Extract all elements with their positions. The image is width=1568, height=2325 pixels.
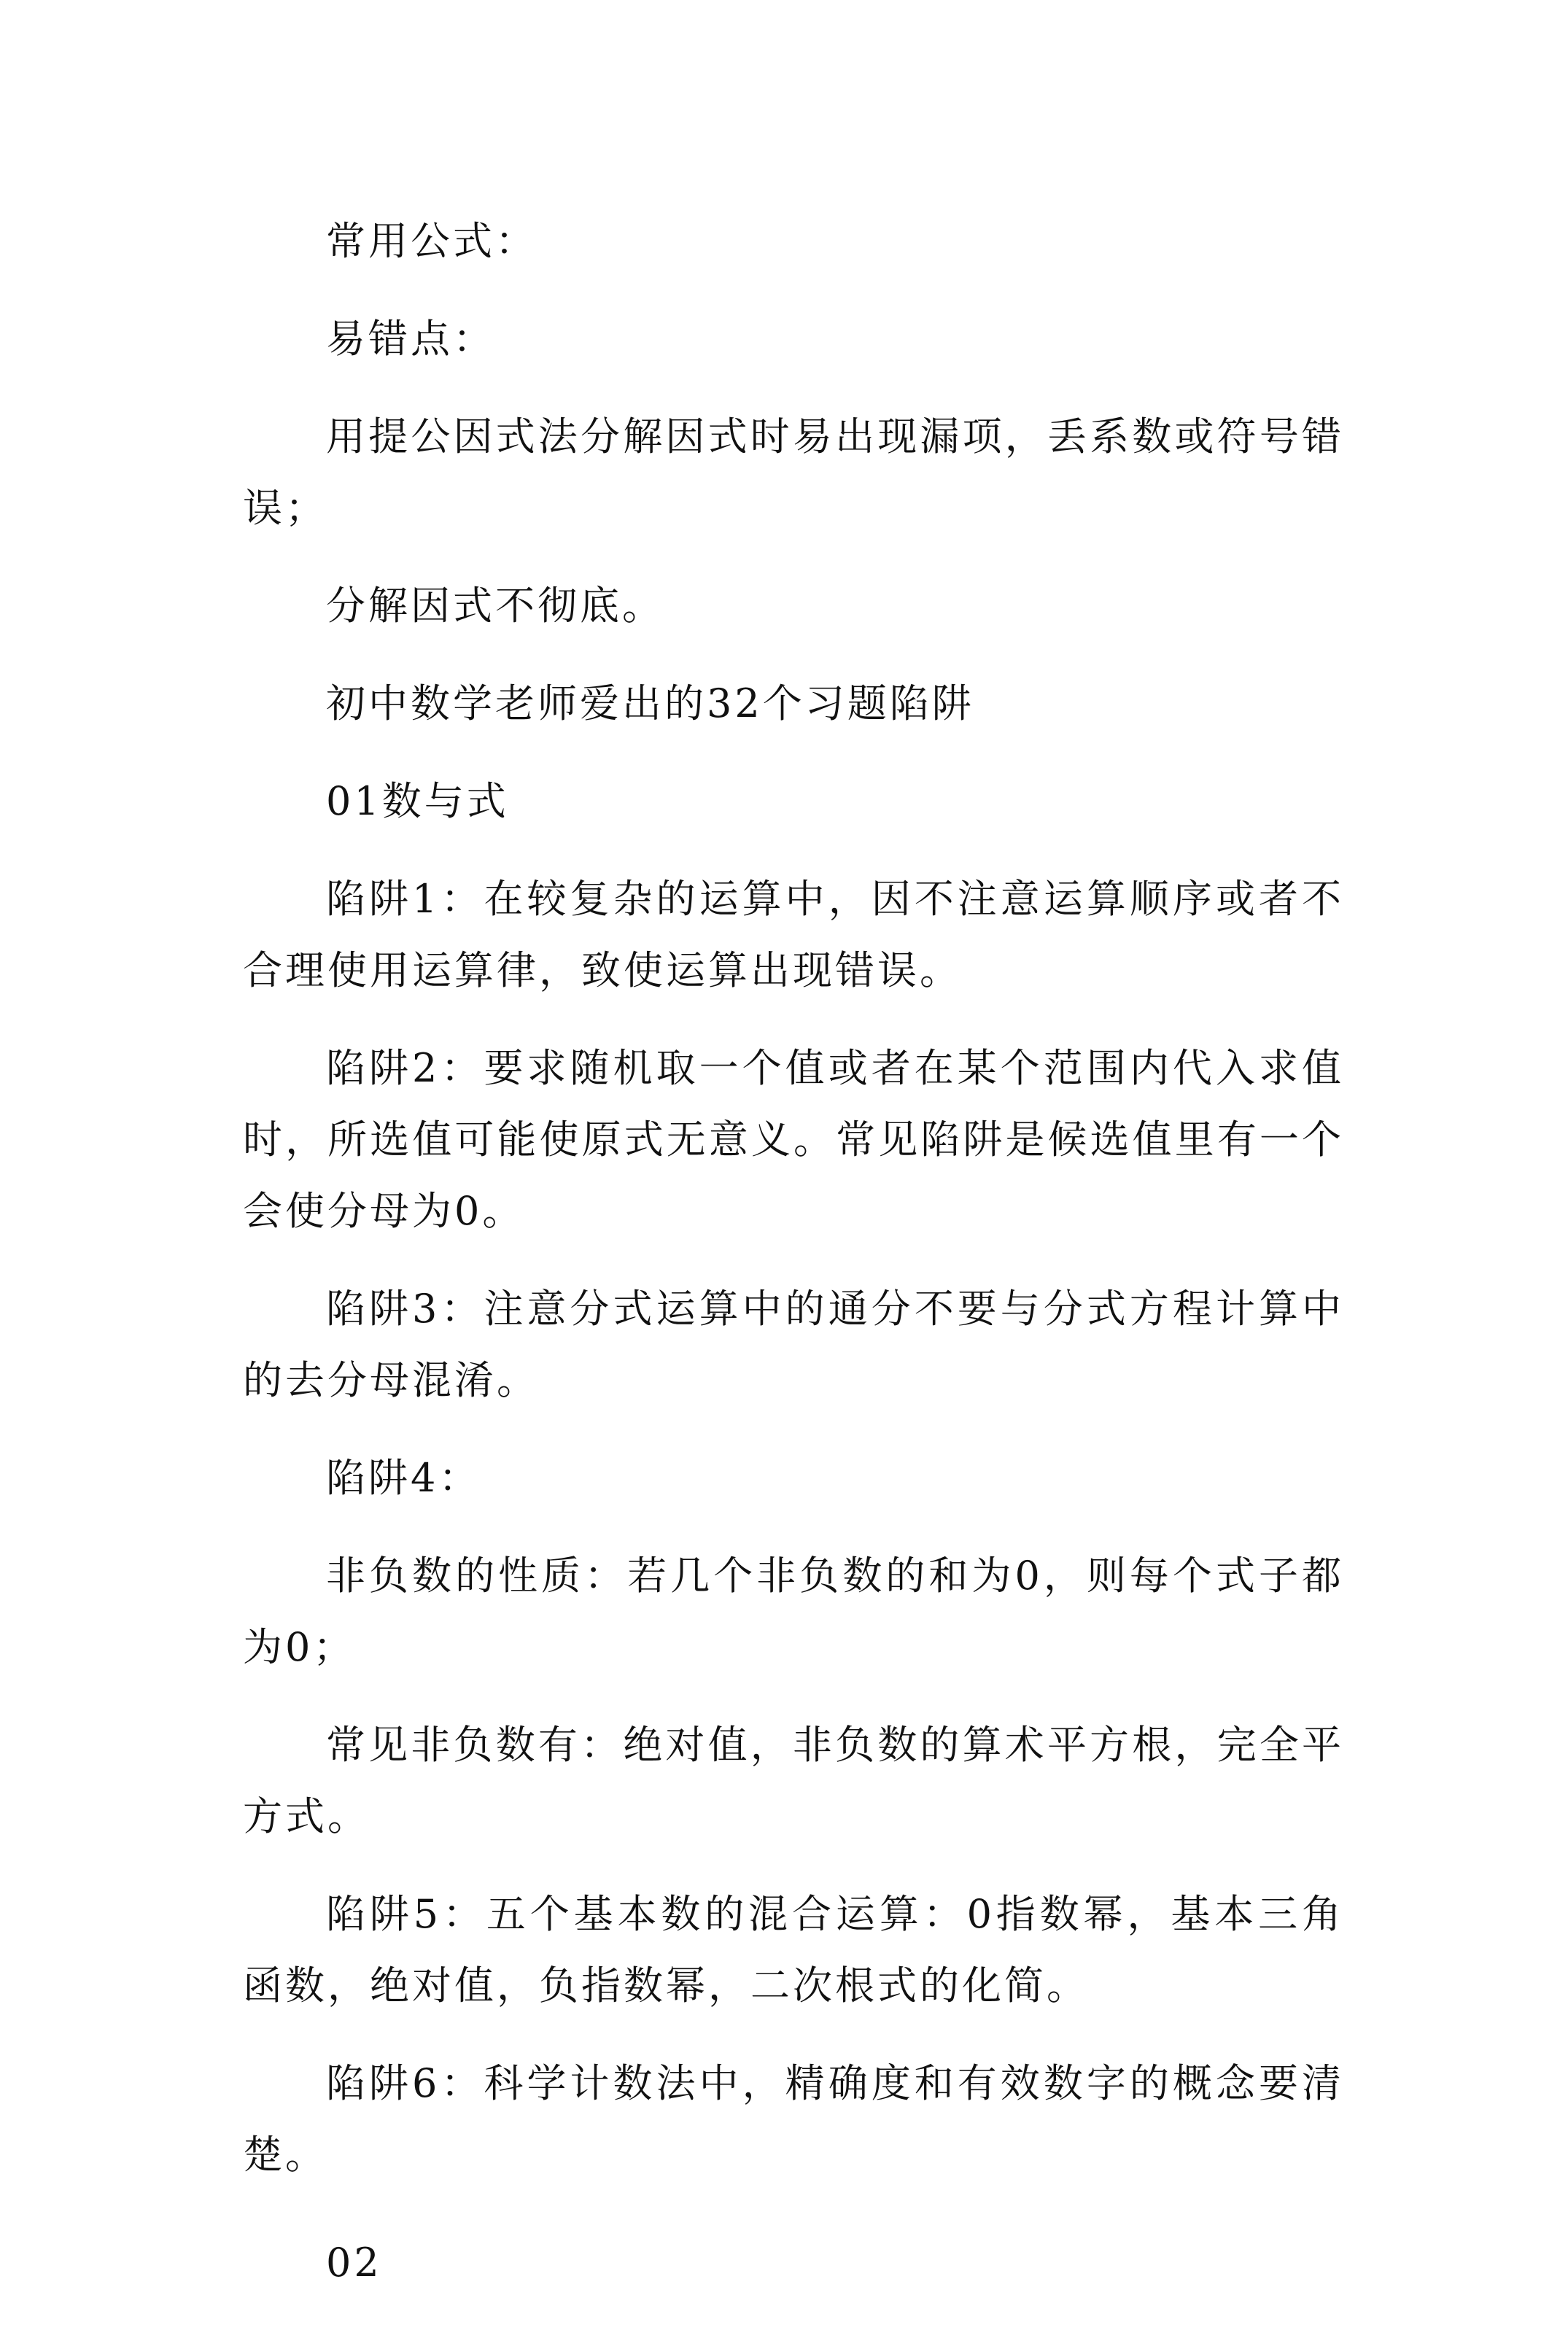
trap-5: 陷阱5：五个基本数的混合运算：0指数幂，基本三角函数，绝对值，负指数幂，二次根式的化简。 <box>243 1891 1344 2008</box>
trap-4-examples: 常见非负数有：绝对值，非负数的算术平方根，完全平方式。 <box>243 1722 1344 1839</box>
trap-1: 陷阱1：在较复杂的运算中，因不注意运算顺序或者不合理使用运算律，致使运算出现错误。 <box>243 876 1344 993</box>
trap-4-heading: 陷阱4： <box>326 1455 481 1501</box>
paragraph-incomplete-factoring: 分解因式不彻底。 <box>326 583 664 629</box>
paragraph-error-points: 易错点： <box>326 316 495 362</box>
subsection-heading-01: 01数与式 <box>326 778 509 824</box>
trap-4-property: 非负数的性质：若几个非负数的和为0，则每个式子都为0； <box>243 1553 1344 1670</box>
paragraph-common-formulas: 常用公式： <box>326 218 537 264</box>
trap-6: 陷阱6：科学计数法中，精确度和有效数字的概念要清楚。 <box>243 2060 1344 2178</box>
subsection-heading-02: 02 <box>326 2240 382 2286</box>
section-heading: 初中数学老师爱出的32个习题陷阱 <box>326 680 974 726</box>
trap-3: 陷阱3：注意分式运算中的通分不要与分式方程计算中的去分母混淆。 <box>243 1286 1344 1403</box>
document-body <box>243 206 1344 2325</box>
paragraph-factoring-mistakes: 用提公因式法分解因式时易出现漏项，丢系数或符号错误； <box>243 414 1344 531</box>
trap-2: 陷阱2：要求随机取一个值或者在某个范围内代入求值时，所选值可能使原式无意义。常见陷阱是候选值里有一个会使分母为0。 <box>243 1045 1344 1234</box>
